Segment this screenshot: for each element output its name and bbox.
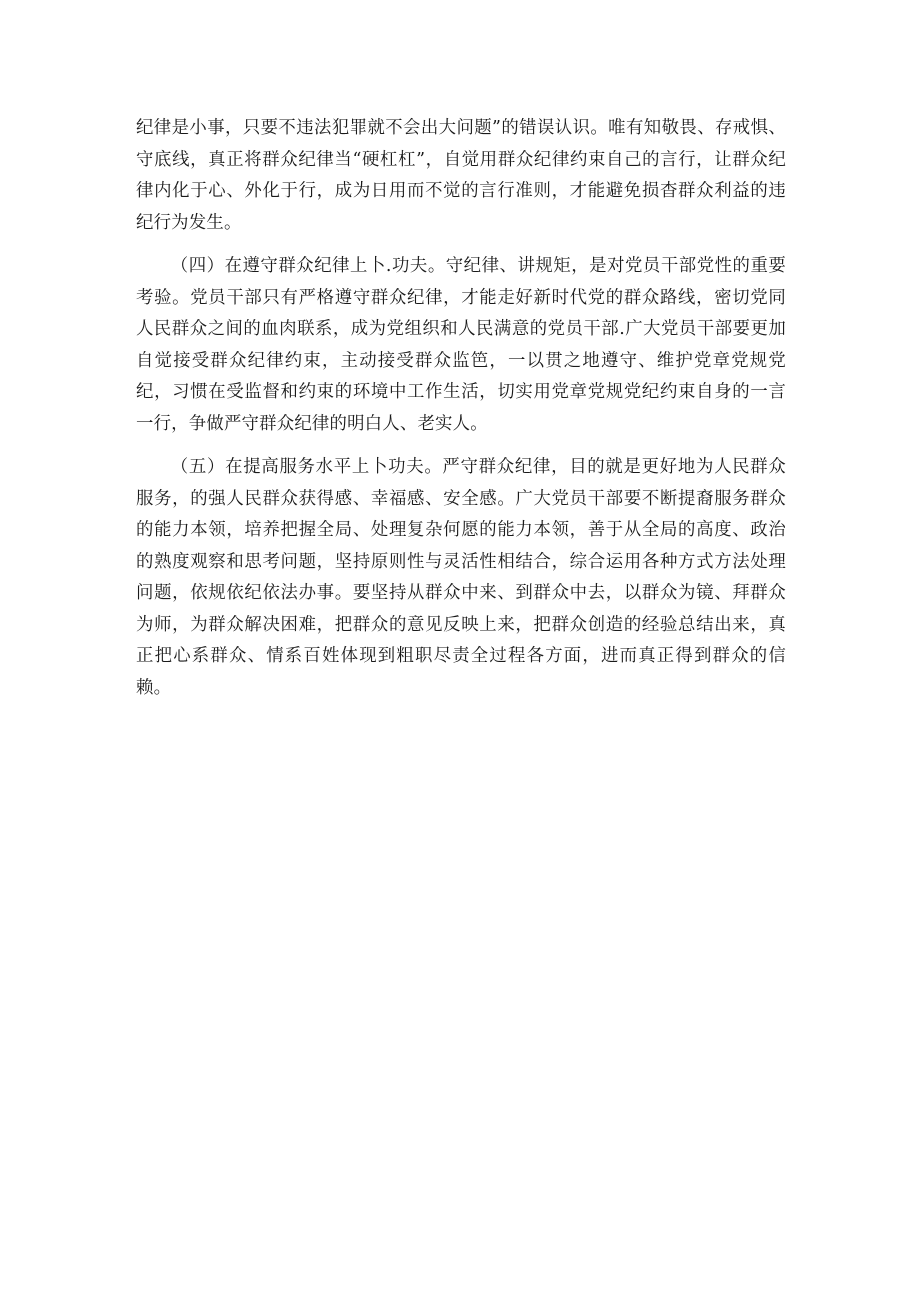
paragraph-section-four: （四）在遵守群众纪律上卜.功夫。守纪律、讲规矩，是对党员干部党性的重要考验。党员干部只有严格遵守群众纪律，才能走好新时代党的群众路线，密切党同人民群众之间的血肉联系，成为党组织和人民满意的党员干部.广大党员干部要更加自觉接受群众纪律约束，主动接受群众监笆，一以贯之地遵守、维护党章党规党纪，习惯在受监督和约束的环境中工作生活，切实用党章党规党纪约束自身的一言一行，争做严守群众纪律的明白人、老实人。 bbox=[136, 256, 786, 434]
paragraph-continuation: 纪律是小事，只要不违法犯罪就不会出大问题”的错误认识。唯有知敬畏、存戒惧、守底线，真正将群众纪律当“硬杠杠”，自觉用群众纪律约束自己的言行，让群众纪律内化于心、外化于行，成为日用而不觉的言行准则，才能避免损杳群众利益的违纪行为发生。 bbox=[136, 118, 786, 233]
document-body bbox=[136, 113, 786, 716]
paragraph-section-five: （五）在提高服务水平上卜功夫。严守群众纪律，目的就是更好地为人民群众服务，的强人民群众获得感、幸福感、安全感。广大党员干部要不断提裔服务群众的能力本领，培养把握全局、处理复杂何愿的能力本领，善于从全局的高度、政治的熟度观察和思考问题，坚持原则性与灵活性相结合，综合运用各种方式方法处理问题，依规依纪依法办事。要坚持从群众中来、到群众中去，以群众为镜、拜群众为师，为群众解决困难，把群众的意见反映上来，把群众创造的经验总结出来，真正把心系群众、情系百姓体现到粗职尽责全过程各方面，进而真正得到群众的信赖。 bbox=[136, 457, 786, 698]
